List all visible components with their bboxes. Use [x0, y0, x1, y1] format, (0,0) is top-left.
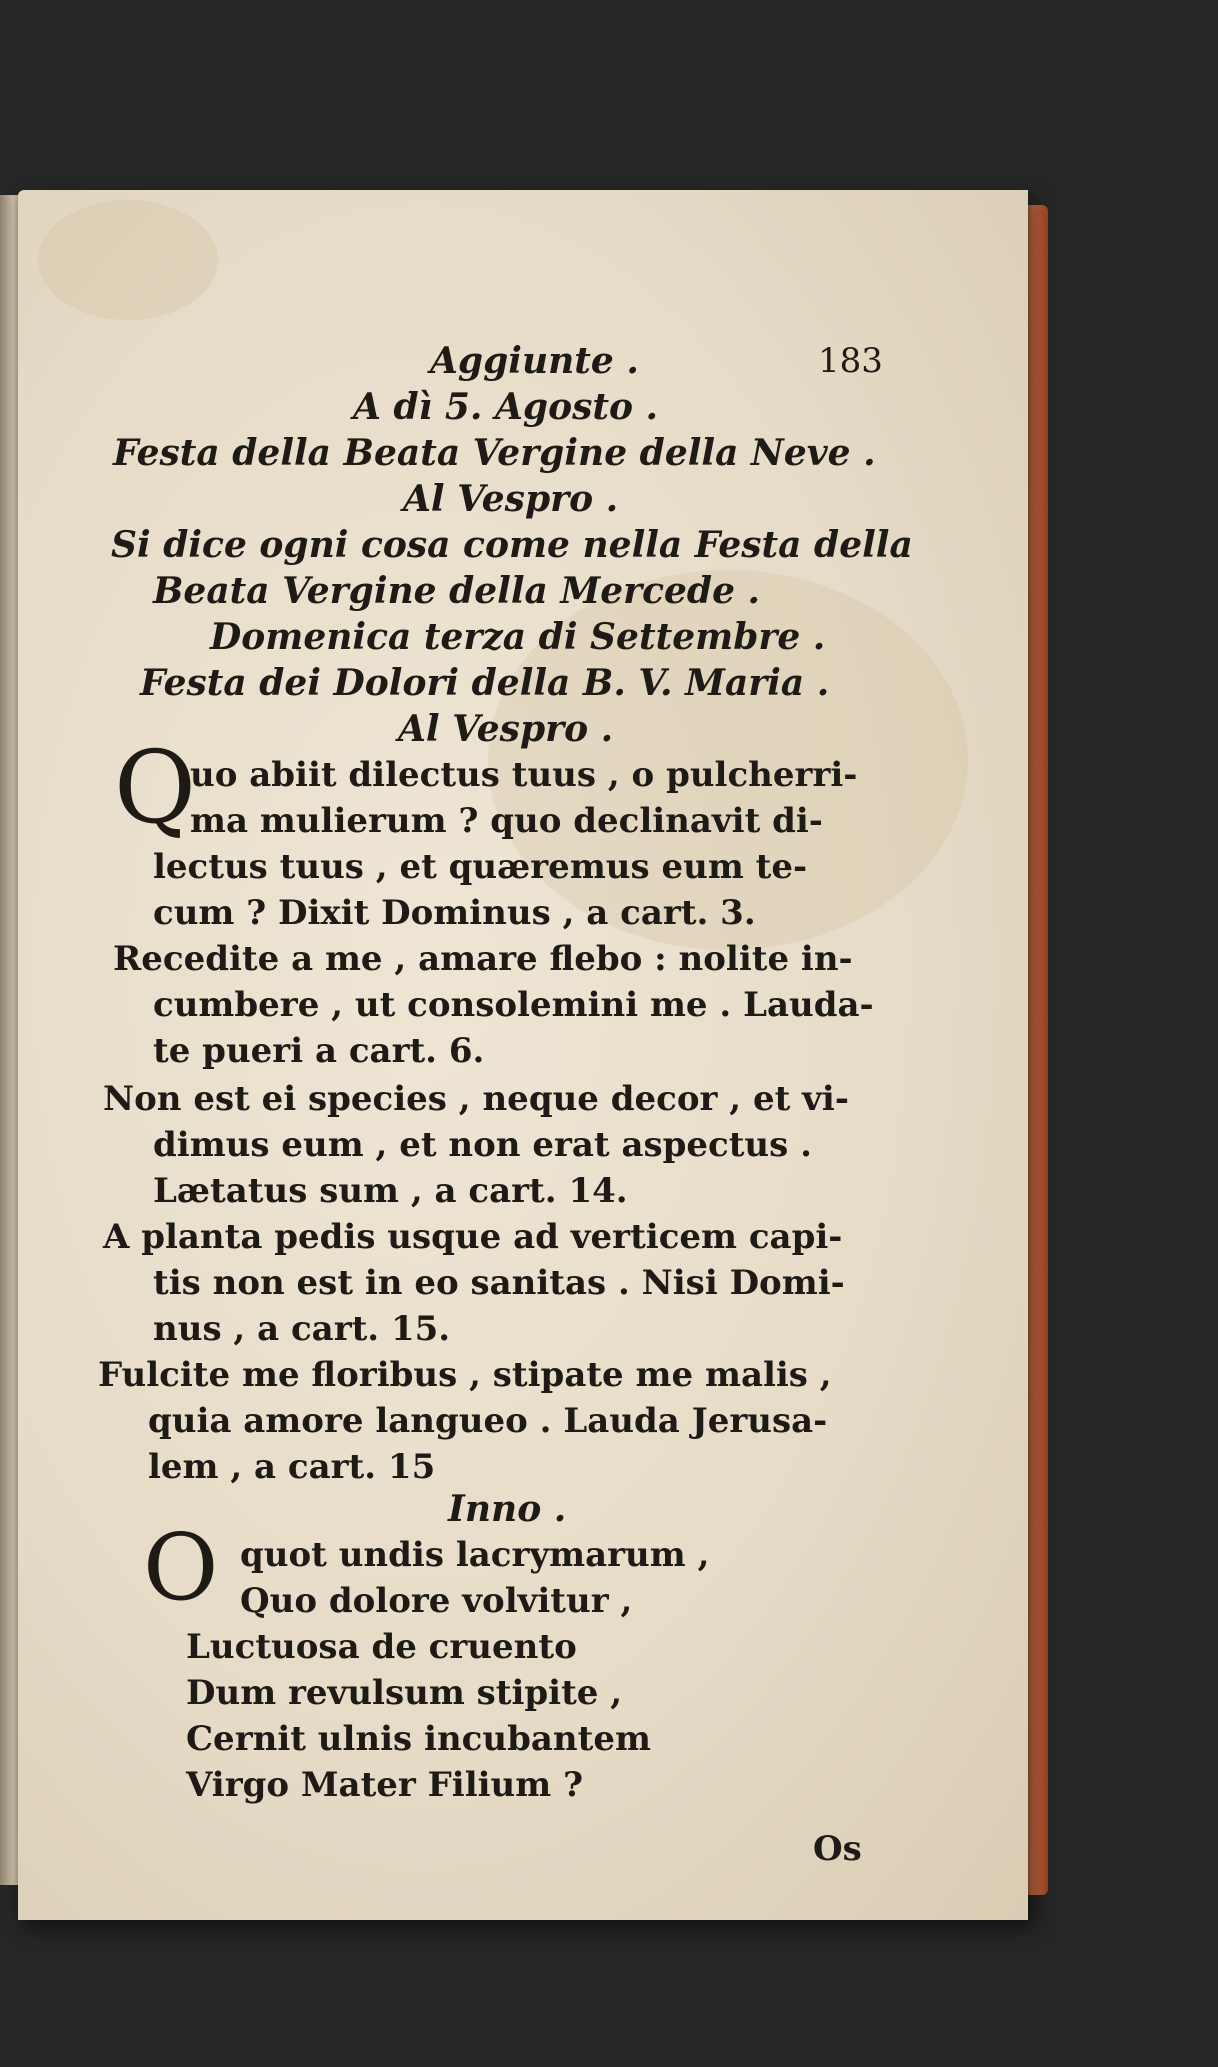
text-line: te pueri a cart. 6.: [153, 1031, 485, 1071]
text-line: Lætatus sum , a cart. 14.: [153, 1171, 628, 1211]
hymn-line: Luctuosa de cruento: [186, 1627, 577, 1667]
text-line: ma mulierum ? quo declinavit di-: [190, 801, 823, 841]
page-stain: [38, 200, 218, 320]
hymn-line: quot undis lacrymarum ,: [240, 1535, 710, 1575]
book-page: [18, 190, 1028, 1920]
text-line: quia amore langueo . Lauda Jerusa-: [148, 1401, 828, 1441]
text-line: A planta pedis usque ad verticem capi-: [103, 1217, 843, 1257]
text-line: cum ? Dixit Dominus , a cart. 3.: [153, 893, 756, 933]
hymn-line: Quo dolore volvitur ,: [240, 1581, 633, 1621]
heading-line: Al Vespro .: [398, 708, 614, 750]
catchword: Os: [813, 1829, 862, 1869]
hymn-title: Inno .: [448, 1488, 567, 1530]
text-line: Fulcite me floribus , stipate me malis ,: [98, 1355, 832, 1395]
heading-line: Festa della Beata Vergine della Neve .: [113, 432, 876, 474]
hymn-line: Cernit ulnis incubantem: [186, 1719, 651, 1759]
text-line: tis non est in eo sanitas . Nisi Domi-: [153, 1263, 845, 1303]
hymn-line: Virgo Mater Filium ?: [186, 1765, 583, 1805]
drop-cap: O: [143, 1514, 219, 1621]
heading-line: Al Vespro .: [403, 478, 619, 520]
page-number: 183: [818, 341, 883, 381]
text-line: cumbere , ut consolemini me . Lauda-: [153, 985, 874, 1025]
heading-line: Beata Vergine della Mercede .: [153, 570, 761, 612]
text-line: dimus eum , et non erat aspectus .: [153, 1125, 812, 1165]
text-line: nus , a cart. 15.: [153, 1309, 451, 1349]
heading-line: Festa dei Dolori della B. V. Maria .: [140, 662, 830, 704]
heading-line: Domenica terza di Settembre .: [210, 616, 826, 658]
drop-cap: Q: [114, 729, 196, 846]
heading-line: Si dice ogni cosa come nella Festa della: [111, 524, 913, 566]
text-line: lectus tuus , et quæremus eum te-: [153, 847, 808, 887]
hymn-line: Dum revulsum stipite ,: [186, 1673, 623, 1713]
text-line: Non est ei species , neque decor , et vi-: [103, 1079, 849, 1119]
running-title: Aggiunte .: [430, 340, 639, 382]
text-line: Recedite a me , amare flebo : nolite in-: [113, 939, 853, 979]
heading-line: A dì 5. Agosto .: [353, 386, 659, 428]
text-line: lem , a cart. 15: [148, 1447, 436, 1487]
text-line: uo abiit dilectus tuus , o pulcherri-: [190, 755, 858, 795]
